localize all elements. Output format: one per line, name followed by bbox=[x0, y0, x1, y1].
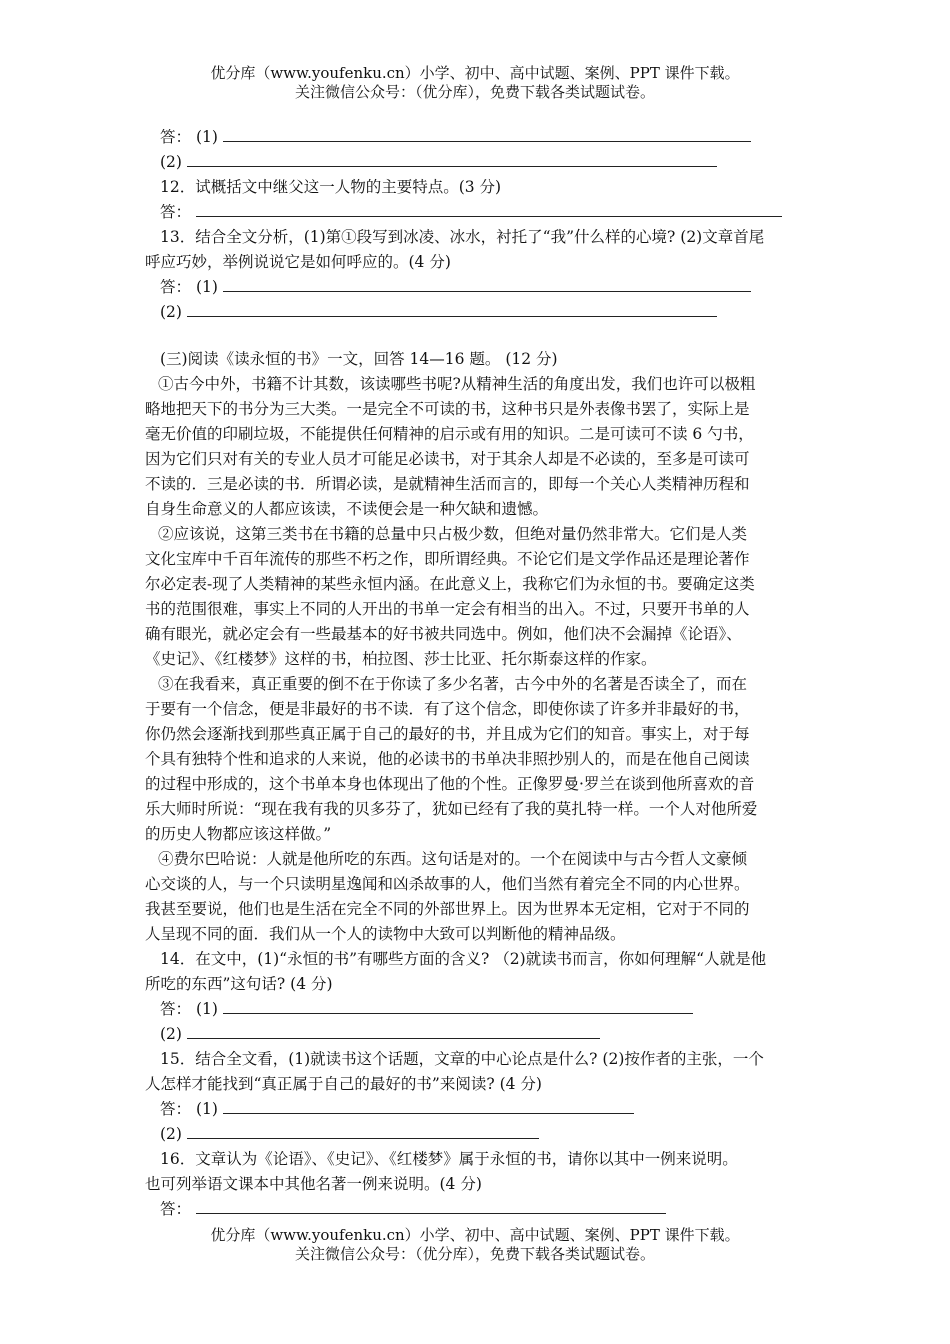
passage-line: 文化宝库中千百年流传的那些不朽之作，即所谓经典。不论它们是文学作品还是理论著作 bbox=[145, 550, 750, 568]
answer-12: 答： bbox=[160, 201, 782, 223]
passage-line: 个具有独特个性和追求的人来说，他的必读书的书单决非照抄别人的，而是在他自己阅读 bbox=[145, 750, 750, 768]
answer-15-2: (2) bbox=[160, 1123, 539, 1145]
page-header bbox=[0, 64, 950, 102]
answer-blank[interactable] bbox=[196, 1199, 666, 1214]
passage-line: 毫无价值的印刷垃圾，不能提供任何精神的启示或有用的知识。二是可读可不读 6 勺书， bbox=[145, 425, 754, 443]
passage-line: 不读的．三是必读的书．所谓必读，是就精神生活而言的，即每一个关心人类精神历程和 bbox=[145, 475, 750, 493]
passage-line: 的过程中形成的，这个书单本身也体现出了他的个性。正像罗曼·罗兰在谈到他所喜欢的音 bbox=[145, 775, 755, 793]
question-12: 12．试概括文中继父这一人物的主要特点。(3 分) bbox=[160, 178, 502, 196]
passage-line: 自身生命意义的人都应该读，不读便会是一种欠缺和遗憾。 bbox=[145, 500, 549, 518]
question-15-line2: 人怎样才能找到“真正属于自己的最好的书”来阅读? (4 分) bbox=[145, 1075, 542, 1093]
page-footer bbox=[0, 1226, 950, 1264]
answer-15-1: 答： (1) bbox=[160, 1098, 634, 1120]
passage-line: 因为它们只对有关的专业人员才可能足必读书，对于其余人却是不必读的，至多是可读可 bbox=[145, 450, 750, 468]
passage-line: ④费尔巴哈说：人就是他所吃的东西。这句话是对的。一个在阅读中与古今哲人文豪倾 bbox=[158, 850, 748, 868]
answer-11-2: (2) bbox=[160, 151, 717, 173]
answer-blank[interactable] bbox=[187, 1124, 539, 1139]
passage-line: 的历史人物都应该这样做。” bbox=[145, 825, 332, 843]
answer-blank[interactable] bbox=[223, 999, 693, 1014]
question-13-line2: 呼应巧妙，举例说说它是如何呼应的。(4 分) bbox=[145, 253, 451, 271]
answer-13-1: 答： (1) bbox=[160, 276, 751, 298]
passage-line: 乐大师时所说：“现在我有我的贝多芬了，犹如已经有了我的莫扎特一样。一个人对他所爱 bbox=[145, 800, 758, 818]
answer-blank[interactable] bbox=[187, 1024, 600, 1039]
answer-13-2: (2) bbox=[160, 301, 717, 323]
passage-line: 我甚至要说，他们也是生活在完全不同的外部世界上。因为世界本无定相，它对于不同的 bbox=[145, 900, 750, 918]
answer-14-2: (2) bbox=[160, 1023, 600, 1045]
passage-line: 书的范围很难，事实上不同的人开出的书单一定会有相当的出入。不过，只要开书单的人 bbox=[145, 600, 750, 618]
question-16-line1: 16．文章认为《论语》、《史记》、《红楼梦》属于永恒的书，请你以其中一例来说明。 bbox=[160, 1150, 738, 1168]
answer-11-1: 答： (1) bbox=[160, 126, 751, 148]
question-14-line2: 所吃的东西”这句话? (4 分) bbox=[145, 975, 333, 993]
answer-blank[interactable] bbox=[187, 152, 717, 167]
answer-blank[interactable] bbox=[223, 1099, 634, 1114]
answer-14-1: 答： (1) bbox=[160, 998, 693, 1020]
footer-line-1: 优分库（www.youfenku.cn）小学、初中、高中试题、案例、PPT 课件下载。 bbox=[210, 1226, 740, 1244]
question-16-line2: 也可列举语文课本中其他名著一例来说明。(4 分) bbox=[145, 1175, 482, 1193]
passage-line: 略地把天下的书分为三大类。一是完全不可读的书，这种书只是外表像书罢了，实际上是 bbox=[145, 400, 750, 418]
passage-line: ①古今中外，书籍不计其数，该读哪些书呢?从精神生活的角度出发，我们也许可以极粗 bbox=[158, 375, 756, 393]
passage-line: 人呈现不同的面．我们从一个人的读物中大致可以判断他的精神品级。 bbox=[145, 925, 626, 943]
question-13-line1: 13．结合全文分析，(1)第①段写到冰凌、冰水，衬托了“我”什么样的心境? (2)文章首尾 bbox=[160, 228, 765, 246]
passage-line: ②应该说，这第三类书在书籍的总量中只占极少数，但绝对量仍然非常大。它们是人类 bbox=[158, 525, 748, 543]
passage-line: 尔必定表-现了人类精神的某些永恒内涵。在此意义上，我称它们为永恒的书。要确定这类 bbox=[145, 575, 755, 593]
passage-line: 确有眼光，就必定会有一些最基本的好书被共同选中。例如，他们决不会漏掉《论语》、 bbox=[145, 625, 742, 643]
header-line-1: 优分库（www.youfenku.cn）小学、初中、高中试题、案例、PPT 课件下载。 bbox=[210, 64, 740, 82]
question-15-line1: 15．结合全文看，(1)就读书这个话题，文章的中心论点是什么? (2)按作者的主张，一个 bbox=[160, 1050, 764, 1068]
answer-16: 答： bbox=[160, 1198, 666, 1220]
header-line-2: 关注微信公众号：（优分库），免费下载各类试题试卷。 bbox=[294, 83, 655, 101]
passage-line: 《史记》、《红楼梦》这样的书，柏拉图、莎士比亚、托尔斯泰这样的作家。 bbox=[145, 650, 657, 668]
passage-line: 心交谈的人，与一个只读明星逸闻和凶杀故事的人，他们当然有着完全不同的内心世界。 bbox=[145, 875, 750, 893]
passage-line: 于要有一个信念，便是非最好的书不读．有了这个信念，即使你读了许多并非最好的书， bbox=[145, 700, 750, 718]
section-3-title: (三)阅读《读永恒的书》一文，回答 14—16 题。 (12 分) bbox=[160, 350, 558, 368]
answer-blank[interactable] bbox=[196, 202, 782, 217]
passage-line: ③在我看来，真正重要的倒不在于你读了多少名著，古今中外的名著是否读全了，而在 bbox=[158, 675, 748, 693]
answer-blank[interactable] bbox=[223, 277, 751, 292]
question-14-line1: 14．在文中，(1)“永恒的书”有哪些方面的含义? （2)就读书而言，你如何理解“人就是他 bbox=[160, 950, 767, 968]
passage-line: 你仍然会逐渐找到那些真正属于自己的最好的书，并且成为它们的知音。事实上，对于每 bbox=[145, 725, 750, 743]
answer-blank[interactable] bbox=[187, 302, 717, 317]
footer-line-2: 关注微信公众号：（优分库），免费下载各类试题试卷。 bbox=[294, 1245, 655, 1263]
answer-blank[interactable] bbox=[223, 127, 751, 142]
